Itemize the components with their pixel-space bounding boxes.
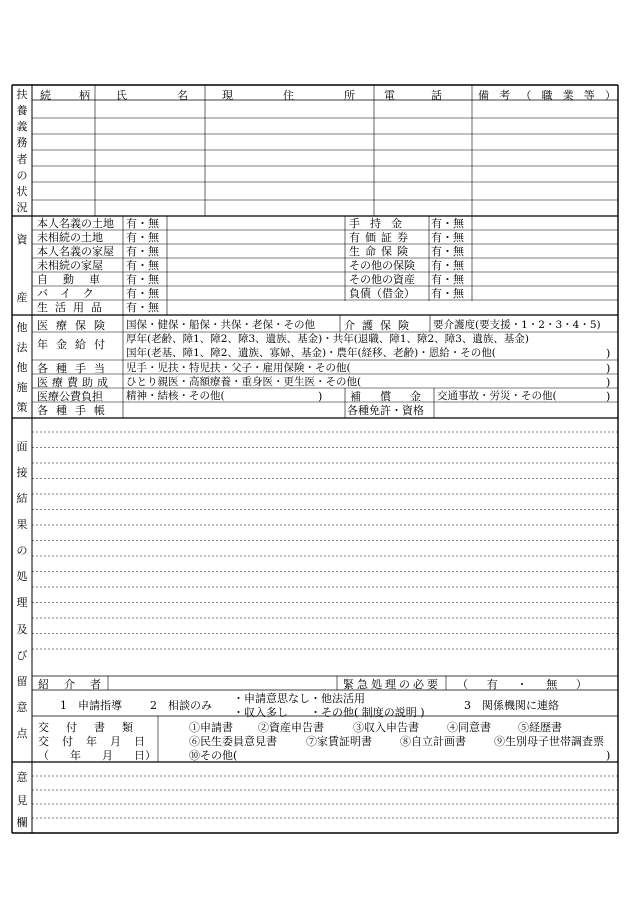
side-char: 処 [16, 570, 28, 584]
asset-choice: 有・無 [126, 301, 159, 314]
medical-insurance-options: 国保・健保・船保・共保・老保・その他 [126, 319, 315, 331]
pension-label: 年金給付 [37, 338, 113, 351]
processing-sub-2: ・収入多し ・その他( 制度の説明 ) [233, 706, 425, 719]
public-medical-options: 精神・結核・その他( [126, 390, 225, 402]
side-char: 及 [16, 622, 28, 636]
side-char: 意 [16, 700, 28, 714]
medical-insurance-label: 医療保険 [37, 319, 113, 332]
asset-choice: 有・無 [431, 245, 464, 258]
side-char: 留 [16, 674, 28, 688]
doc-welfare-opinion: ⑥民生委員意見書 [189, 735, 277, 748]
asset-label: その他の資産 [349, 273, 415, 286]
asset-choice: 有・無 [431, 231, 464, 244]
asset-label: 本人名義の土地 [37, 217, 114, 230]
allowance-close: ) [606, 362, 611, 375]
asset-label: その他の保険 [349, 259, 415, 272]
doc-consent: ④同意書 [447, 721, 491, 734]
header-address: 現 住 所 [222, 89, 355, 102]
introducer-label: 紹介者 [38, 678, 116, 691]
asset-choice: 有・無 [431, 217, 464, 230]
side-char: び [16, 648, 28, 662]
asset-label: 未相続の土地 [37, 231, 103, 244]
documents-label: 交付書類 [38, 721, 150, 734]
processing-option-2: 2 相談のみ [150, 699, 212, 712]
compensation-options: 交通事故・労災・その他( [437, 390, 557, 402]
public-medical-label: 医療公費負担 [37, 390, 103, 403]
asset-label: 手持金 [349, 217, 412, 230]
side-char: 結 [16, 492, 28, 506]
emergency-label: 緊急処理の必要 [343, 678, 441, 691]
doc-rent-cert: ⑦家賃証明書 [306, 735, 372, 748]
processing-option-3: 3 関係機関に連絡 [464, 699, 559, 712]
side-char: 果 [16, 518, 28, 532]
compensation-close: ) [606, 390, 611, 403]
doc-self-plan: ⑧自立計画書 [400, 735, 466, 748]
date-format: （ 年 月 日） [38, 749, 156, 762]
doc-income-report: ③収入申告書 [353, 721, 419, 734]
asset-label: 未相続の家屋 [37, 259, 103, 272]
asset-label: 自動車 [37, 273, 115, 286]
doc-other-close: ) [606, 749, 611, 762]
doc-single-mother-survey: ⑨生別母子世帯調査票 [494, 735, 604, 748]
side-char: 義 [16, 120, 28, 134]
asset-label: 本人名義の家屋 [37, 245, 114, 258]
side-char: 法 [16, 340, 28, 354]
asset-choice: 有・無 [126, 287, 159, 300]
doc-application: ①申請書 [189, 721, 233, 734]
side-char: 養 [16, 103, 28, 117]
side-char: 理 [16, 596, 28, 610]
asset-choice: 有・無 [126, 245, 159, 258]
emergency-options: （ 有 ・ 無 ） [457, 678, 587, 691]
pension-line1: 厚年(老齢、障1、障2、障3、遺族、基金)・共年(退職、障1、障2、障3、遺族、基金) [126, 333, 529, 345]
side-char: 況 [16, 201, 28, 215]
side-char: 策 [16, 400, 28, 414]
interview-side-label [15, 440, 29, 740]
asset-label: バイク [37, 287, 106, 300]
asset-choice: 有・無 [126, 217, 159, 230]
asset-choice: 有・無 [126, 259, 159, 272]
care-insurance-label: 介護保険 [344, 319, 416, 332]
side-char: 者 [16, 152, 28, 166]
side-char: 状 [16, 185, 28, 199]
allowance-label: 各種手当 [37, 362, 113, 375]
side-char: 務 [16, 136, 28, 150]
other-law-side-label [15, 317, 29, 417]
doc-history: ⑤経歴書 [518, 721, 562, 734]
side-char: 意 [16, 771, 28, 784]
licenses-label: 各種免許・資格 [347, 404, 424, 417]
side-char: の [16, 168, 28, 182]
date-label: 交付年月日 [38, 735, 158, 748]
side-char: 他 [16, 320, 28, 334]
care-insurance-options: 要介護度(要支援・1・2・3・4・5) [433, 319, 601, 331]
asset-label: 有価証券 [349, 231, 413, 244]
doc-other: ⑩その他( [189, 749, 238, 762]
header-remarks: 備 考 （ 職 業 等 ） [478, 89, 616, 102]
medical-aid-close: ) [606, 376, 611, 389]
asset-choice: 有・無 [431, 273, 464, 286]
asset-choice: 有・無 [126, 273, 159, 286]
public-medical-close: ) [318, 390, 323, 403]
medical-aid-options: ひとり親医・高額療養・重身医・更生医・その他( [126, 376, 362, 388]
header-name: 氏 名 [116, 89, 188, 102]
side-char: 産 [16, 291, 28, 304]
side-char: 資 [16, 233, 28, 246]
compensation-label: 補償金 [350, 390, 440, 403]
processing-sub-1: ・申請意思なし・他法活用 [233, 692, 365, 705]
asset-choice: 有・無 [126, 231, 159, 244]
side-char: 他 [16, 360, 28, 374]
side-char: 欄 [16, 816, 28, 829]
asset-label: 生活用品 [37, 301, 109, 314]
doc-asset-report: ②資産申告書 [258, 721, 324, 734]
side-char: の [16, 544, 28, 558]
asset-choice: 有・無 [431, 259, 464, 272]
allowance-options: 児手・児扶・特児扶・父子・雇用保険・その他( [126, 362, 351, 374]
asset-label: 負債（借金） [349, 287, 415, 300]
side-char: 面 [16, 440, 28, 453]
side-char: 見 [16, 794, 28, 807]
side-char: 扶 [16, 87, 28, 101]
header-relation: 続 柄 [40, 89, 90, 102]
asset-choice: 有・無 [431, 287, 464, 300]
side-char: 接 [16, 466, 28, 480]
processing-option-1: 1 申請指導 [60, 699, 122, 712]
asset-label: 生命保険 [349, 245, 413, 258]
handbooks-label: 各種手帳 [37, 404, 113, 417]
support-section-side-label [15, 86, 29, 216]
side-char: 点 [16, 726, 28, 740]
pension-line2: 国年(老基、障1、障2、遺族、寡婦、基金)・農年(経移、老齢)・恩給・その他( [126, 347, 496, 359]
side-char: 施 [16, 380, 28, 394]
header-phone: 電 話 [384, 89, 442, 102]
pension-close: ) [606, 347, 611, 360]
medical-aid-label: 医療費助成 [37, 376, 112, 389]
